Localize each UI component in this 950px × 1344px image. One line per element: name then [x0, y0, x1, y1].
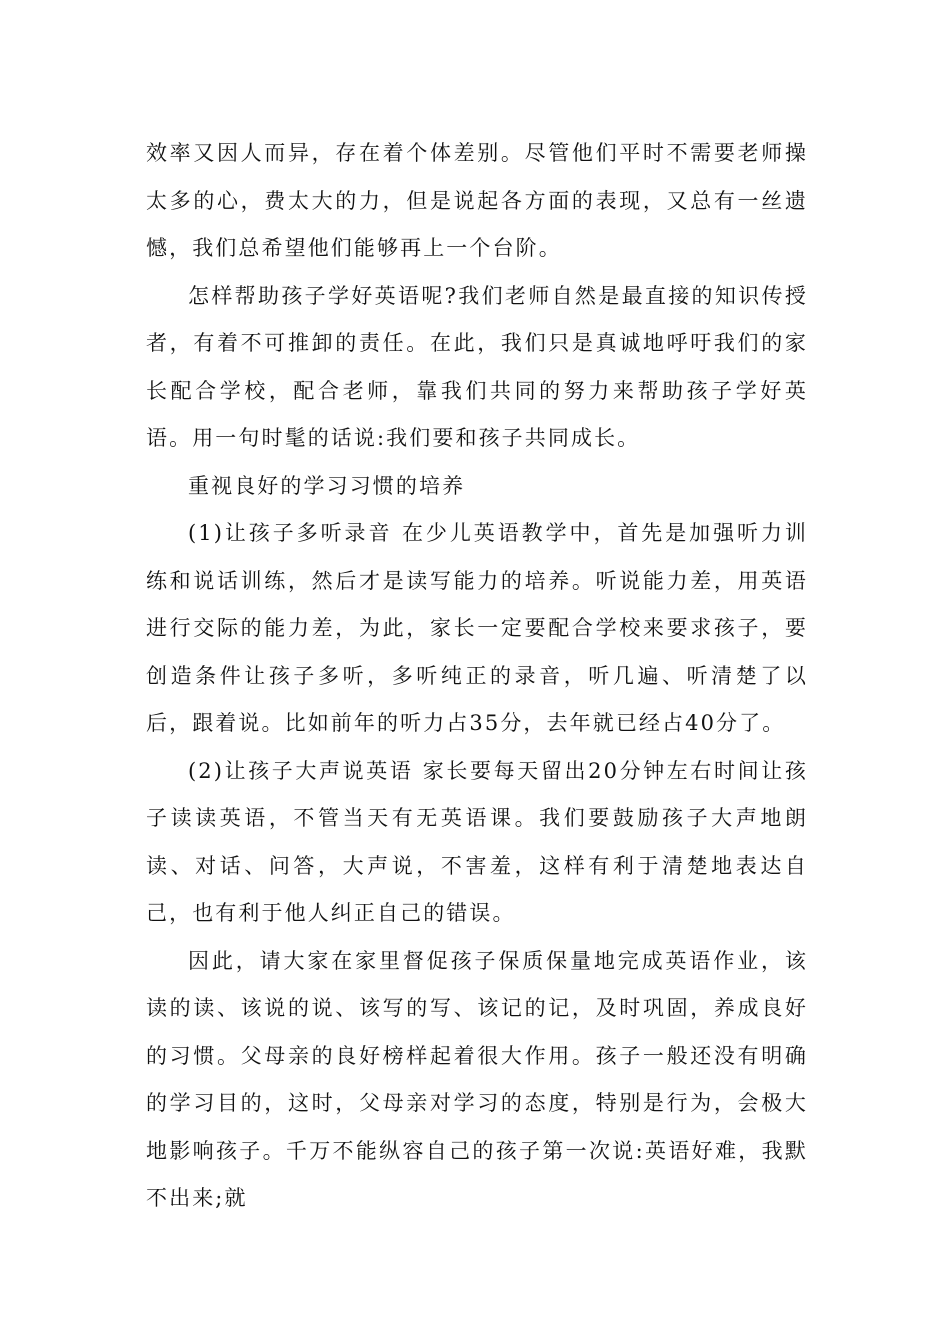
paragraph-how-to-help: 怎样帮助孩子学好英语呢?我们老师自然是最直接的知识传授者，有着不可推卸的责任。在此，我们只是真诚地呼吁我们的家长配合学校，配合老师，靠我们共同的努力来帮助孩子学好英语。用一句时髦的话说:我们要和孩子共同成长。 [146, 283, 808, 450]
document-body [146, 130, 808, 1223]
paragraph-homework: 因此，请大家在家里督促孩子保质保量地完成英语作业，该读的读、该说的说、该写的写、该记的记，及时巩固，养成良好的习惯。父母亲的良好榜样起着很大作用。孩子一般还没有明确的学习目的，这时，父母亲对学习的态度，特别是行为，会极大地影响孩子。千万不能纵容自己的孩子第一次说:英语好难，我默不出来;就 [146, 948, 808, 1210]
paragraph-listen-recordings: (1)让孩子多听录音 在少儿英语教学中，首先是加强听力训练和说话训练，然后才是读写能力的培养。听说能力差，用英语进行交际的能力差，为此，家长一定要配合学校来要求孩子，要创造条件让孩子多听，多听纯正的录音，听几遍、听清楚了以后，跟着说。比如前年的听力占35分，去年就已经占40分了。 [146, 521, 808, 735]
paragraph-speak-aloud: (2)让孩子大声说英语 家长要每天留出20分钟左右时间让孩子读读英语，不管当天有无英语课。我们要鼓励孩子大声地朗读、对话、问答，大声说，不害羞，这样有利于清楚地表达自己，也有利于他人纠正自己的错误。 [146, 758, 808, 925]
section-heading-habits: 重视良好的学习习惯的培养 [188, 473, 466, 498]
paragraph-continuation: 效率又因人而异，存在着个体差别。尽管他们平时不需要老师操太多的心，费太大的力，但是说起各方面的表现，又总有一丝遗憾，我们总希望他们能够再上一个台阶。 [146, 141, 808, 260]
